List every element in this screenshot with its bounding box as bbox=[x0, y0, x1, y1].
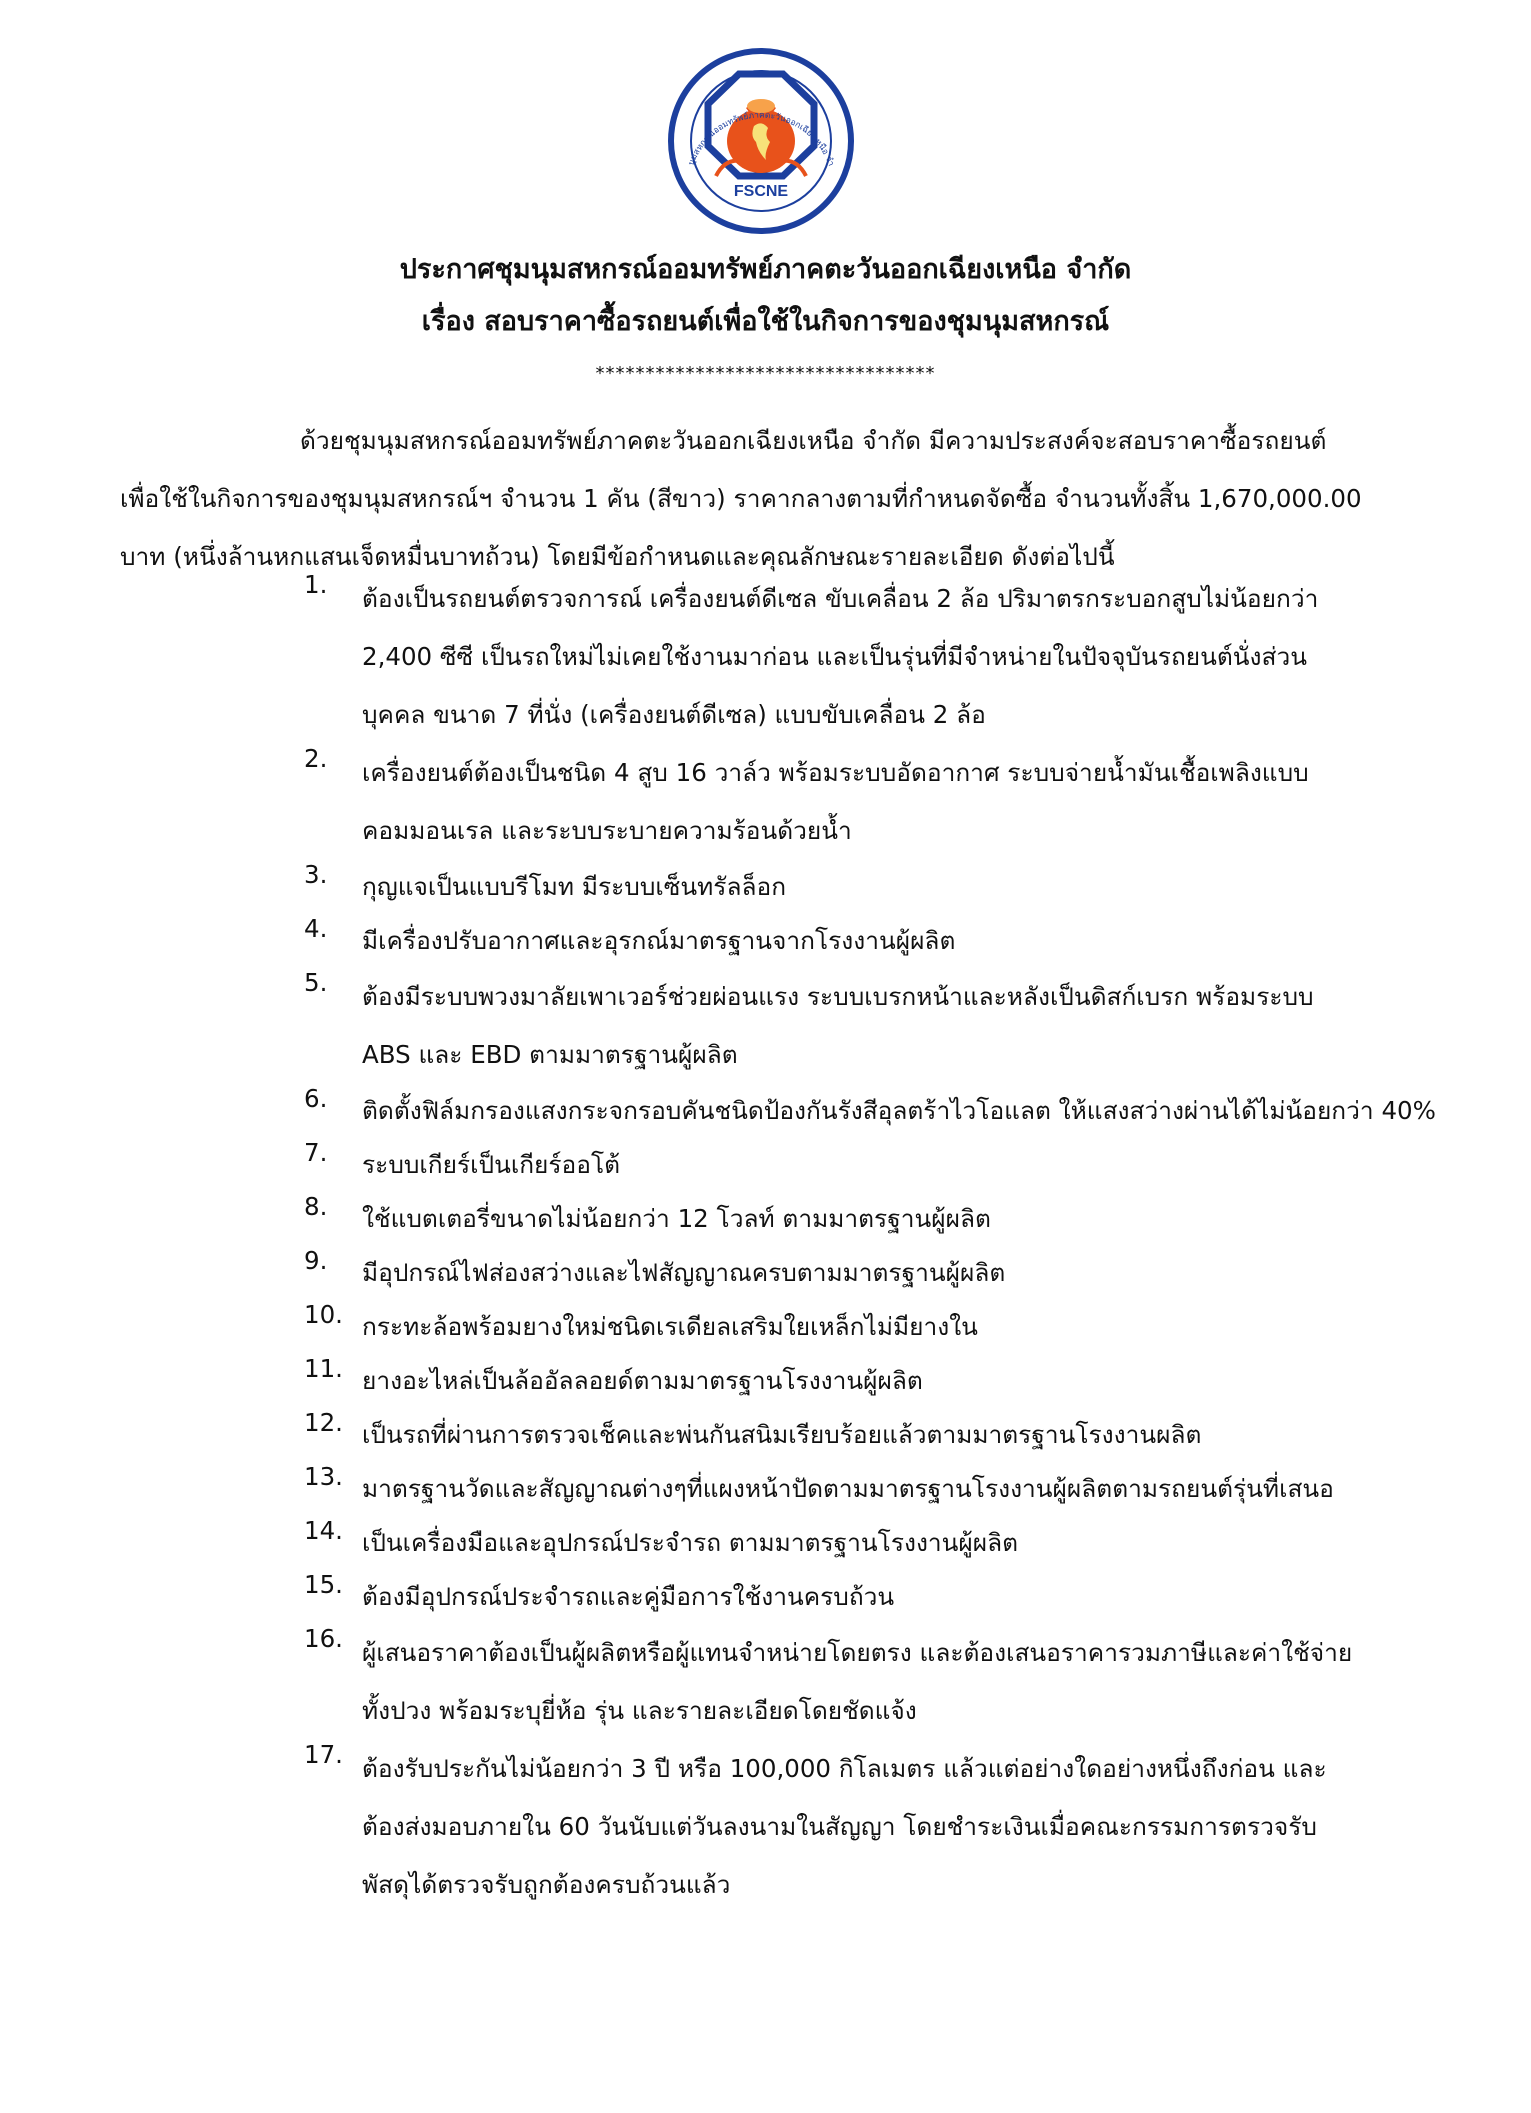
spec-item bbox=[304, 1570, 1422, 1624]
spec-item bbox=[304, 744, 1422, 860]
spec-item-text: กุญแจเป็นแบบรีโมท มีระบบเซ็นทรัลล็อก bbox=[362, 872, 787, 901]
spec-item-text: เครื่องยนต์ต้องเป็นชนิด 4 สูบ 16 วาล์ว พร้อมระบบอัดอากาศ ระบบจ่ายน้ำมันเชื้อเพลิงแบบ bbox=[362, 758, 1309, 787]
spec-item-number: 2. bbox=[304, 744, 328, 773]
spec-item-number: 4. bbox=[304, 914, 328, 943]
spec-item bbox=[304, 968, 1422, 1084]
spec-item bbox=[304, 1624, 1422, 1740]
intro-paragraph bbox=[120, 412, 1410, 586]
spec-item-number: 13. bbox=[304, 1462, 343, 1491]
spec-item bbox=[304, 1192, 1422, 1246]
spec-item-text: ต้องมีอุปกรณ์ประจำรถและคู่มือการใช้งานครบถ้วน bbox=[362, 1582, 895, 1611]
spec-item-number: 7. bbox=[304, 1138, 328, 1167]
intro-line: ด้วยชุมนุมสหกรณ์ออมทรัพย์ภาคตะวันออกเฉียงเหนือ จำกัด มีความประสงค์จะสอบราคาซื้อรถยนต์ bbox=[300, 426, 1327, 455]
spec-item-number: 1. bbox=[304, 570, 328, 599]
spec-item bbox=[304, 1408, 1422, 1462]
spec-item-text: ระบบเกียร์เป็นเกียร์ออโต้ bbox=[362, 1150, 621, 1179]
spec-item bbox=[304, 914, 1422, 968]
spec-item-text: ต้องเป็นรถยนต์ตรวจการณ์ เครื่องยนต์ดีเซล ขับเคลื่อน 2 ล้อ ปริมาตรกระบอกสูบไม่น้อยกว่า bbox=[362, 584, 1319, 613]
spec-item bbox=[304, 1354, 1422, 1408]
spec-item-number: 6. bbox=[304, 1084, 328, 1113]
spec-item-number: 9. bbox=[304, 1246, 328, 1275]
specification-list bbox=[304, 570, 1436, 1914]
spec-item-text: 2,400 ซีซี เป็นรถใหม่ไม่เคยใช้งานมาก่อน และเป็นรุ่นที่มีจำหน่ายในปัจจุบันรถยนต์นั่งส่วน bbox=[362, 642, 1307, 671]
spec-item-number: 3. bbox=[304, 860, 328, 889]
announcement-title: ประกาศชุมนุมสหกรณ์ออมทรัพย์ภาคตะวันออกเฉียงเหนือ จำกัด bbox=[399, 254, 1132, 285]
spec-item bbox=[304, 1300, 1422, 1354]
spec-item-text: พัสดุได้ตรวจรับถูกต้องครบถ้วนแล้ว bbox=[362, 1870, 731, 1899]
spec-item-text: ต้องรับประกันไม่น้อยกว่า 3 ปี หรือ 100,000 กิโลเมตร แล้วแต่อย่างใดอย่างหนึ่งถึงก่อน และ bbox=[362, 1754, 1327, 1783]
spec-item bbox=[304, 1138, 1422, 1192]
spec-item-text: เป็นเครื่องมือและอุปกรณ์ประจำรถ ตามมาตรฐานโรงงานผู้ผลิต bbox=[362, 1528, 1019, 1557]
spec-item-text: เป็นรถที่ผ่านการตรวจเช็คและพ่นกันสนิมเรียบร้อยแล้วตามมาตรฐานโรงงานผลิต bbox=[362, 1420, 1202, 1449]
logo-emblem bbox=[666, 46, 856, 236]
spec-item-number: 10. bbox=[304, 1300, 343, 1329]
spec-item bbox=[304, 1462, 1422, 1516]
spec-item-text: ทั้งปวง พร้อมระบุยี่ห้อ รุ่น และรายละเอียดโดยชัดแจ้ง bbox=[362, 1696, 917, 1725]
spec-item bbox=[304, 1246, 1422, 1300]
spec-item-number: 12. bbox=[304, 1408, 343, 1437]
spec-item bbox=[304, 1084, 1436, 1138]
spec-item-number: 14. bbox=[304, 1516, 343, 1545]
spec-item-text: ต้องมีระบบพวงมาลัยเพาเวอร์ช่วยผ่อนแรง ระบบเบรกหน้าและหลังเป็นดิสก์เบรก พร้อมระบบ bbox=[362, 982, 1314, 1011]
spec-item-text: ผู้เสนอราคาต้องเป็นผู้ผลิตหรือผู้แทนจำหน่ายโดยตรง และต้องเสนอราคารวมภาษีและค่าใช้จ่าย bbox=[362, 1638, 1353, 1667]
spec-item-text: มาตรฐานวัดและสัญญาณต่างๆที่แผงหน้าปัดตามมาตรฐานโรงงานผู้ผลิตตามรถยนต์รุ่นที่เสนอ bbox=[362, 1474, 1334, 1503]
spec-item-text: ใช้แบตเตอรี่ขนาดไม่น้อยกว่า 12 โวลท์ ตามมาตรฐานผู้ผลิต bbox=[362, 1204, 991, 1233]
spec-item-text: มีเครื่องปรับอากาศและอุรกณ์มาตรฐานจากโรงงานผู้ผลิต bbox=[362, 926, 956, 955]
organization-logo bbox=[666, 46, 856, 236]
spec-item-text: มีอุปกรณ์ไฟส่องสว่างและไฟสัญญาณครบตามมาตรฐานผู้ผลิต bbox=[362, 1258, 1006, 1287]
spec-item-number: 5. bbox=[304, 968, 328, 997]
title-divider: ********************************** bbox=[595, 363, 936, 384]
spec-item-text: ต้องส่งมอบภายใน 60 วันนับแต่วันลงนามในสัญญา โดยชำระเงินเมื่อคณะกรรมการตรวจรับ bbox=[362, 1812, 1317, 1841]
spec-item bbox=[304, 570, 1422, 744]
announcement-subject: เรื่อง สอบราคาซื้อรถยนต์เพื่อใช้ในกิจการของชุมนุมสหกรณ์ bbox=[421, 306, 1110, 337]
spec-item-number: 11. bbox=[304, 1354, 343, 1383]
spec-item bbox=[304, 1740, 1422, 1914]
spec-item bbox=[304, 860, 1422, 914]
spec-item bbox=[304, 1516, 1422, 1570]
spec-item-number: 8. bbox=[304, 1192, 328, 1221]
logo-acronym: FSCNE bbox=[733, 183, 789, 200]
spec-item-number: 15. bbox=[304, 1570, 343, 1599]
spec-item-number: 17. bbox=[304, 1740, 343, 1769]
spec-item-text: คอมมอนเรล และระบบระบายความร้อนด้วยน้ำ bbox=[362, 816, 852, 845]
spec-item-number: 16. bbox=[304, 1624, 343, 1653]
logo-ring-textpath: นุมสหกรณ์ออมทรัพย์ภาคตะวันออกเฉียงเหนือ จำ bbox=[686, 110, 836, 168]
spec-item-text: ยางอะไหล่เป็นล้ออัลลอยด์ตามมาตรฐานโรงงานผู้ผลิต bbox=[362, 1366, 923, 1395]
intro-line: บาท (หนึ่งล้านหกแสนเจ็ดหมื่นบาทถ้วน) โดยมีข้อกำหนดและคุณลักษณะรายละเอียด ดังต่อไปนี้ bbox=[120, 542, 1115, 571]
spec-item-text: กระทะล้อพร้อมยางใหม่ชนิดเรเดียลเสริมใยเหล็กไม่มียางใน bbox=[362, 1312, 978, 1341]
spec-item-text: ABS และ EBD ตามมาตรฐานผู้ผลิต bbox=[362, 1040, 738, 1069]
intro-line: เพื่อใช้ในกิจการของชุมนุมสหกรณ์ฯ จำนวน 1 คัน (สีขาว) ราคากลางตามที่กำหนดจัดซื้อ จำนวนทั้งสิ้น 1,670,000.00 bbox=[120, 484, 1362, 513]
spec-item-text: บุคคล ขนาด 7 ที่นั่ง (เครื่องยนต์ดีเซล) แบบขับเคลื่อน 2 ล้อ bbox=[362, 700, 986, 729]
spec-item-text: ติดตั้งฟิล์มกรองแสงกระจกรอบคันชนิดป้องกันรังสีอุลตร้าไวโอแลต ให้แสงสว่างผ่านได้ไม่น้อยกว่า 40% bbox=[362, 1096, 1436, 1125]
